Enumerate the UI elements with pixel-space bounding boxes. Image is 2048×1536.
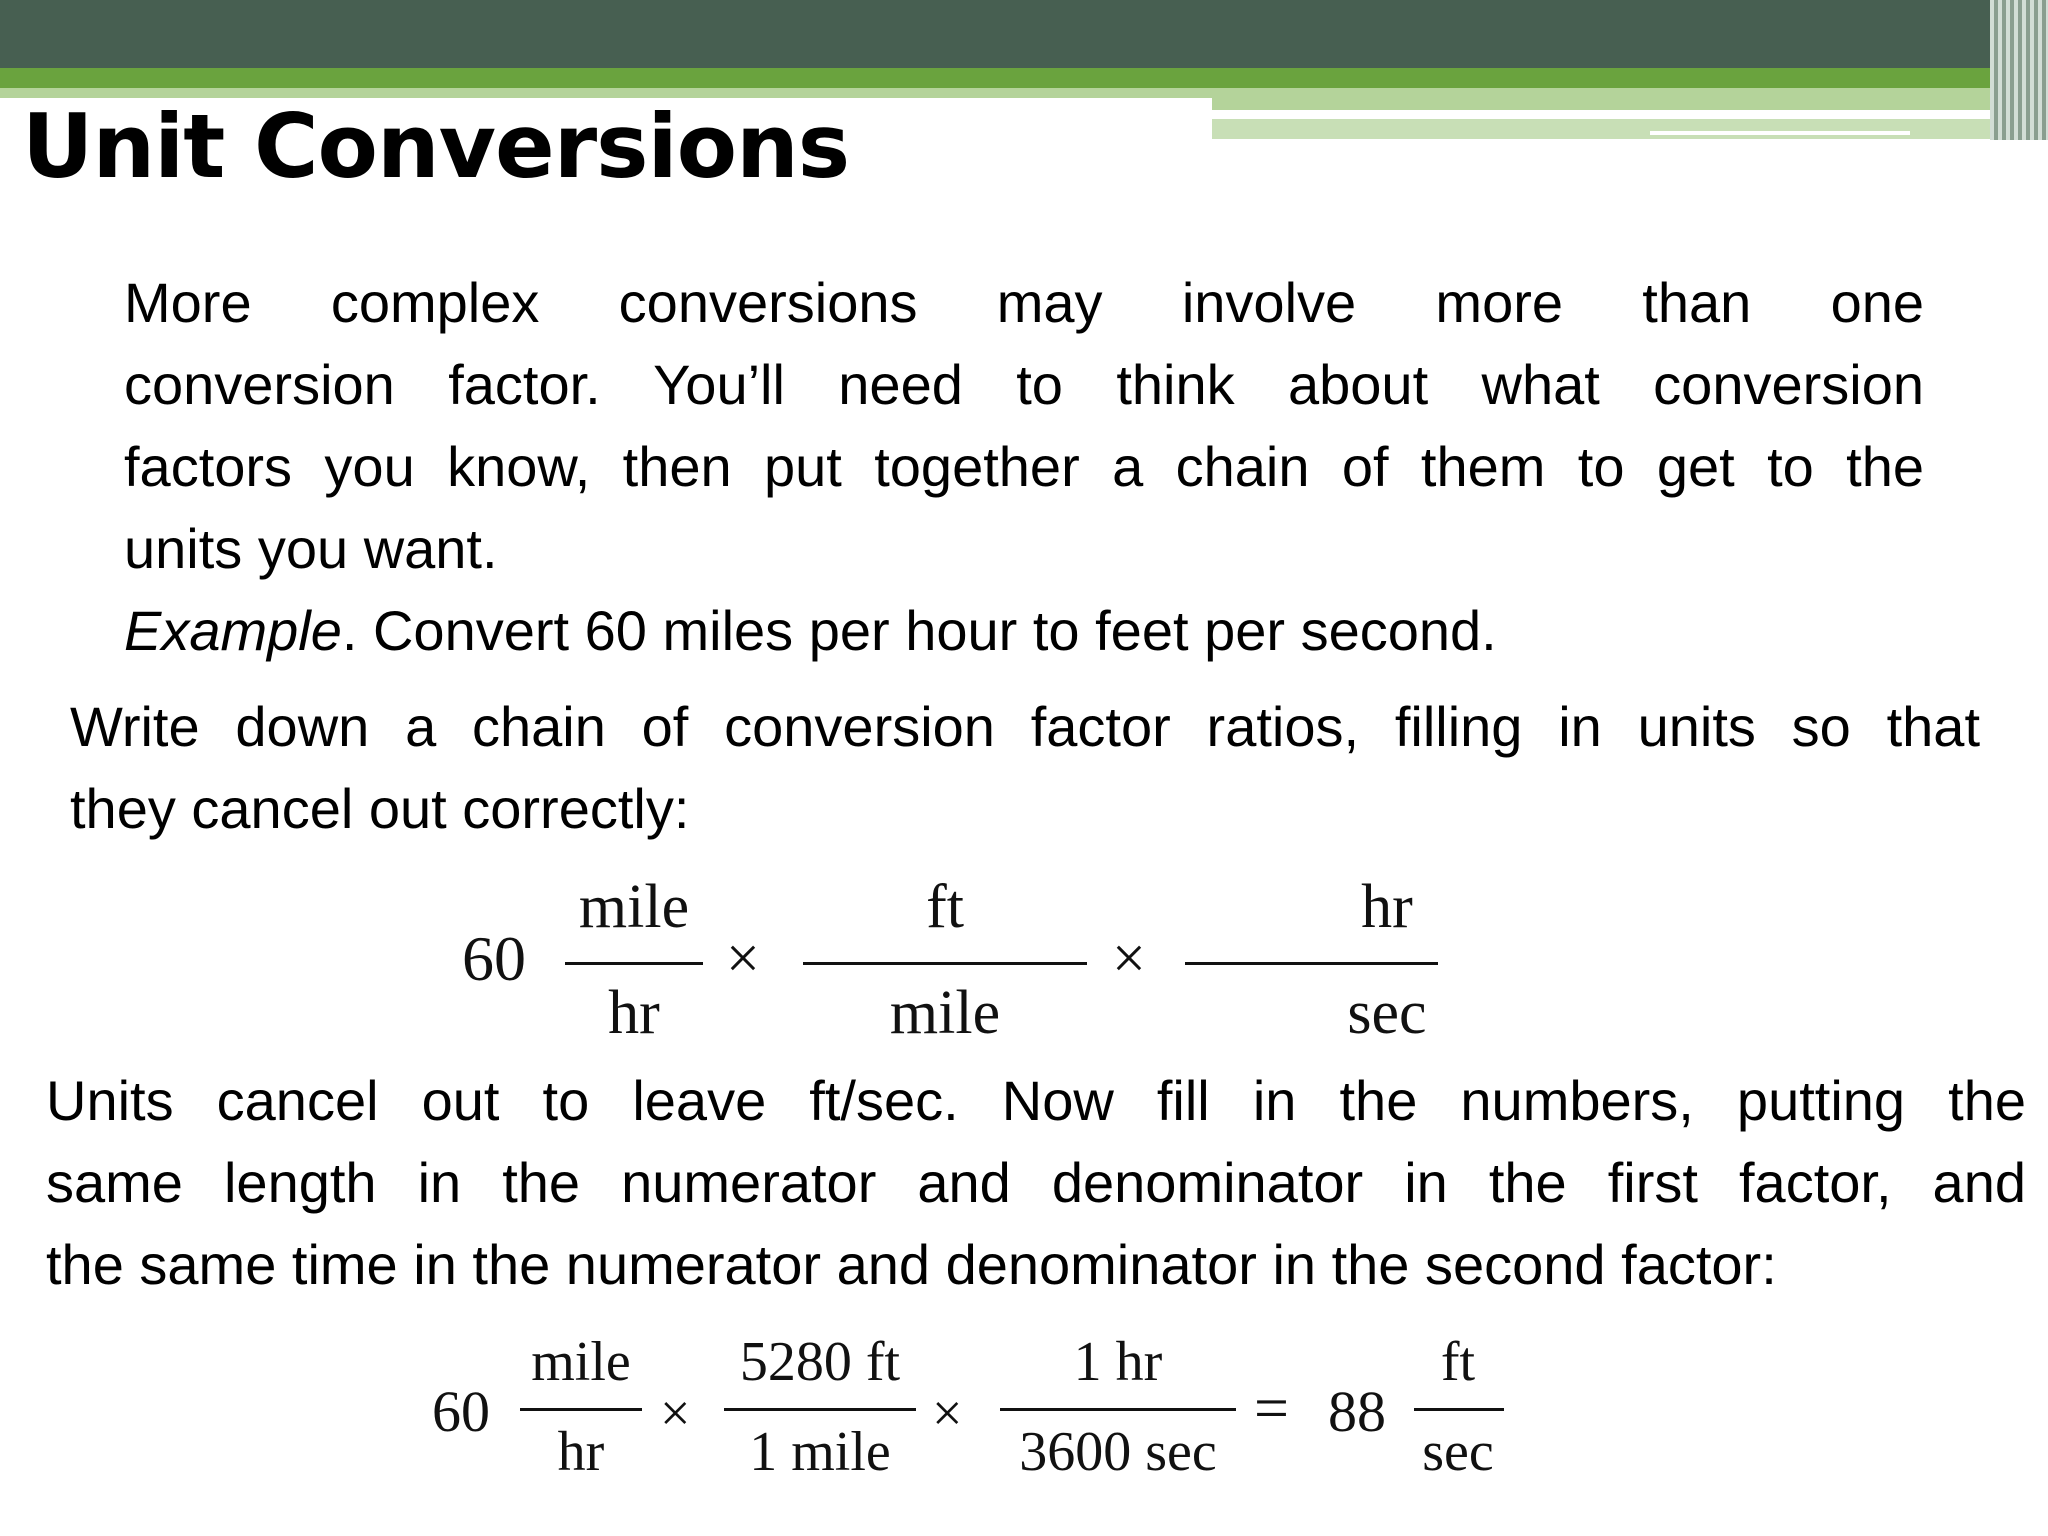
eq2-factor1-bar [520, 1408, 642, 1411]
intro-line-1: More complex conversions may involve more than one [124, 271, 1924, 334]
intro-line-3: factors you know, then put together a chain of them to get to the [124, 435, 1924, 498]
eq2-result-bar [1414, 1408, 1504, 1411]
chain-line-2: they cancel out correctly: [70, 777, 690, 840]
eq1-factor3-numerator: hr [1361, 873, 1413, 941]
eq2-result-denominator: sec [1422, 1421, 1494, 1483]
eq1-factor1-denominator: hr [608, 979, 660, 1047]
header-divider-line-short [1650, 131, 1910, 135]
header-band-light-right [1212, 88, 1992, 110]
eq2-result-numerator: ft [1440, 1331, 1476, 1393]
example-label: Example [124, 599, 342, 662]
eq1-factor2-numerator: ft [926, 873, 964, 941]
eq1-factor3-denominator: sec [1347, 979, 1427, 1047]
slide-title: Unit Conversions [22, 95, 850, 198]
chain-instruction [70, 686, 1980, 850]
units-line-1: Units cancel out to leave ft/sec. Now fill in the numbers, putting the [46, 1069, 2026, 1132]
units-line-2: same length in the numerator and denominator in the first factor, and [46, 1151, 2026, 1214]
chain-line-1: Write down a chain of conversion factor ratios, filling in units so that [70, 695, 1980, 758]
eq2-equals-sign: = [1254, 1375, 1289, 1443]
intro-paragraph [124, 262, 1924, 672]
header-band-lighter-right [1212, 119, 1992, 139]
eq2-factor3-numerator: 1 hr [1073, 1331, 1163, 1393]
header-divider-line [1212, 112, 1897, 117]
eq1-times-2: × [1112, 925, 1146, 991]
eq1-factor2-bar [803, 962, 1087, 965]
eq2-factor3-denominator: 3600 sec [1019, 1421, 1217, 1483]
eq2-result: 88 [1328, 1379, 1386, 1444]
eq1-times-1: × [726, 925, 760, 991]
eq2-factor1-numerator: mile [531, 1331, 631, 1393]
units-paragraph [46, 1060, 2026, 1306]
eq1-factor2-denominator: mile [889, 979, 1001, 1047]
example-text: . Convert 60 miles per hour to feet per second. [341, 599, 1497, 662]
intro-line-2: conversion factor. You’ll need to think about what conversion [124, 353, 1924, 416]
eq2-times-2: × [932, 1383, 963, 1443]
eq1-factor1-numerator: mile [578, 873, 690, 941]
eq2-coefficient: 60 [432, 1379, 490, 1444]
eq2-times-1: × [660, 1383, 691, 1443]
example-line [124, 590, 1924, 672]
eq2-factor2-denominator: 1 mile [749, 1421, 891, 1483]
header-band-dark [0, 0, 2048, 68]
eq2-factor2-numerator: 5280 ft [739, 1331, 901, 1393]
eq1-factor1-bar [565, 962, 703, 965]
header-edge-stripes [1990, 0, 2048, 140]
header-band-green [0, 68, 1995, 88]
units-line-3: the same time in the numerator and denominator in the second factor: [46, 1233, 1777, 1296]
intro-line-4: units you want. [124, 517, 498, 580]
eq2-factor2-bar [724, 1408, 916, 1411]
eq2-factor1-denominator: hr [557, 1421, 605, 1483]
eq2-factor3-bar [1000, 1408, 1236, 1411]
eq1-coefficient: 60 [462, 923, 526, 994]
eq1-factor3-bar [1185, 962, 1438, 965]
